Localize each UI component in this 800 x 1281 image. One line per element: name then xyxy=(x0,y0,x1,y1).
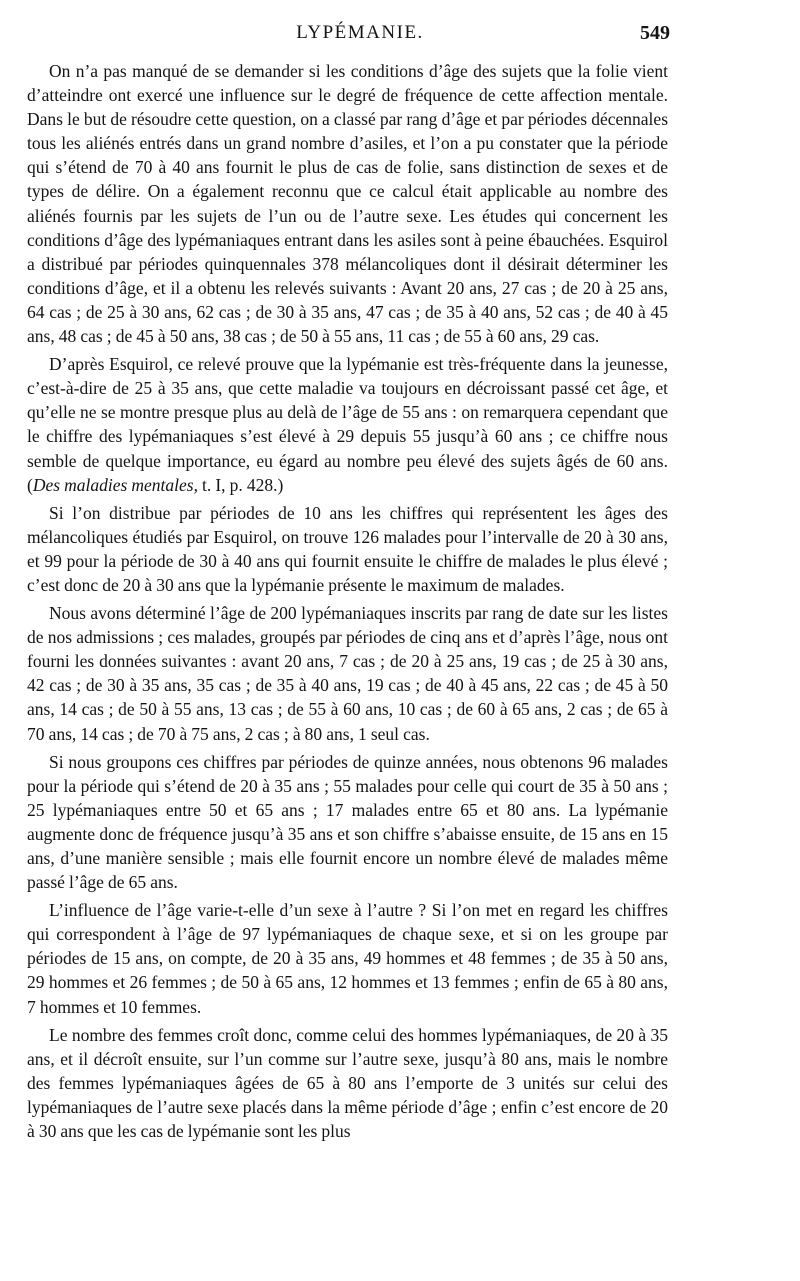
body-text xyxy=(27,59,668,1147)
page-number: 549 xyxy=(640,22,670,44)
paragraph-200-cases: Nous avons déterminé l’âge de 200 lypémaniaques inscrits par rang de date sur les listes de nos admissions ; ces malades, groupés par périodes de cinq ans et d’après l’âge, nous ont fourni les données suivantes : avant 20 ans, 7 cas ; de 20 à 25 ans, 19 cas ; de 25 à 30 ans, 42 cas ; de 30 à 35 ans, 35 cas ; de 35 à 40 ans, 19 cas ; de 40 à 45 ans, 22 cas ; de 45 à 50 ans, 14 cas ; de 50 à 55 ans, 13 cas ; de 55 à 60 ans, 10 cas ; de 60 à 65 ans, 2 cas ; de 65 à 70 ans, 14 cas ; de 70 à 75 ans, 2 cas ; à 80 ans, 1 seul cas. xyxy=(27,603,668,744)
paragraph-sex-comparison: L’influence de l’âge varie-t-elle d’un sexe à l’autre ? Si l’on met en regard les chiffres qui correspondent à l’âge de 97 lypémaniaques de chaque sexe, et si on les groupe par périodes de 15 ans, on compte, de 20 à 35 ans, 49 hommes et 48 femmes ; de 35 à 50 ans, 29 hommes et 26 femmes ; de 50 à 65 ans, 12 hommes et 13 femmes ; enfin de 65 à 80 ans, 7 hommes et 10 femmes. xyxy=(27,900,668,1017)
paragraph-fifteen-year-groups: Si nous groupons ces chiffres par périodes de quinze années, nous obtenons 96 malades pour la période qui s’étend de 20 à 35 ans ; 55 malades pour celle qui court de 35 à 50 ans ; 25 lypémaniaques entre 50 et 65 ans ; 17 malades entre 65 et 80 ans. La lypémanie augmente donc de fréquence jusqu’à 35 ans et son chiffre s’abaisse ensuite, de 15 ans en 15 ans, d’une manière sensible ; mais elle fournit encore un nombre élevé de malades même passé l’âge de 65 ans. xyxy=(27,751,668,893)
paragraph-women-count: Le nombre des femmes croît donc, comme celui des hommes lypémaniaques, de 20 à 35 ans, et il décroît ensuite, sur l’un comme sur l’autre sexe, jusqu’à 80 ans, mais le nombre des femmes lypémaniaques âgées de 65 à 80 ans l’emporte de 3 unités sur celui des lypémaniaques de l’autre sexe placés dans la même période d’âge ; enfin c’est encore de 20 à 30 ans que les cas de lypémanie sont les plus xyxy=(27,1024,668,1142)
paragraph-ten-year-periods: Si l’on distribue par périodes de 10 ans les chiffres qui représentent les âges des mélancoliques étudiés par Esquirol, on trouve 126 malades pour l’intervalle de 20 à 30 ans, et 99 pour la période de 30 à 40 ans qui fournit ensuite le chiffre de malades le plus élevé ; c’est donc de 20 à 30 ans que la lypémanie présente le maximum de malades. xyxy=(27,502,668,595)
running-title: LYPÉMANIE. xyxy=(296,22,424,43)
paragraph-text: , t. I, p. 428.) xyxy=(193,474,284,495)
paragraph-text: D’après Esquirol, ce relevé prouve que la lypémanie est très-fréquente dans la jeunesse, c’est-à-dire de 25 à 35 ans, que cette maladie va toujours en décroissant passé cet âge, et qu’elle ne se montre presque plus au delà de l’âge de 55 ans : on remarquera cependant que le chiffre des lypémaniaques s’est élevé à 29 depuis 55 jusqu’à 60 ans ; ce chiffre nous semble de quelque importance, eu égard au nombre peu élevé des sujets âgés de 60 ans. ( xyxy=(27,354,668,495)
paragraph-esquirol-conclusion xyxy=(27,352,668,497)
book-citation: Des maladies mentales xyxy=(32,474,194,495)
page-header xyxy=(50,22,670,52)
paragraph-age-influence: On n’a pas manqué de se demander si les conditions d’âge des sujets que la folie vient d’atteindre ont exercé une influence sur le degré de fréquence de cette affection mentale. Dans le but de résoudre cette question, on a classé par rang d’âge et par périodes décennales tous les aliénés entrés dans un grand nombre d’asiles, et l’on a pu constater que la période qui s’étend de 70 à 40 ans fournit le plus de cas de folie, sans distinction de sexes et de types de délire. On a également reconnu que ce calcul était applicable au nombre des aliénés fournis par les sujets de l’un ou de l’autre sexe. Les études qui concernent les conditions d’âge des lypémaniaques entrant dans les asiles sont à peine ébauchées. Esquirol a distribué par périodes quinquennales 378 mélancoliques dont il désirait déterminer les conditions d’âge, et il a obtenu les relevés suivants : Avant 20 ans, 27 cas ; de 20 à 25 ans, 64 cas ; de 25 à 30 ans, 62 cas ; de 30 à 35 ans, 47 cas ; de 35 à 40 ans, 52 cas ; de 40 à 45 ans, 48 cas ; de 45 à 50 ans, 38 cas ; de 50 à 55 ans, 11 cas ; de 55 à 60 ans, 29 cas. xyxy=(27,61,668,347)
